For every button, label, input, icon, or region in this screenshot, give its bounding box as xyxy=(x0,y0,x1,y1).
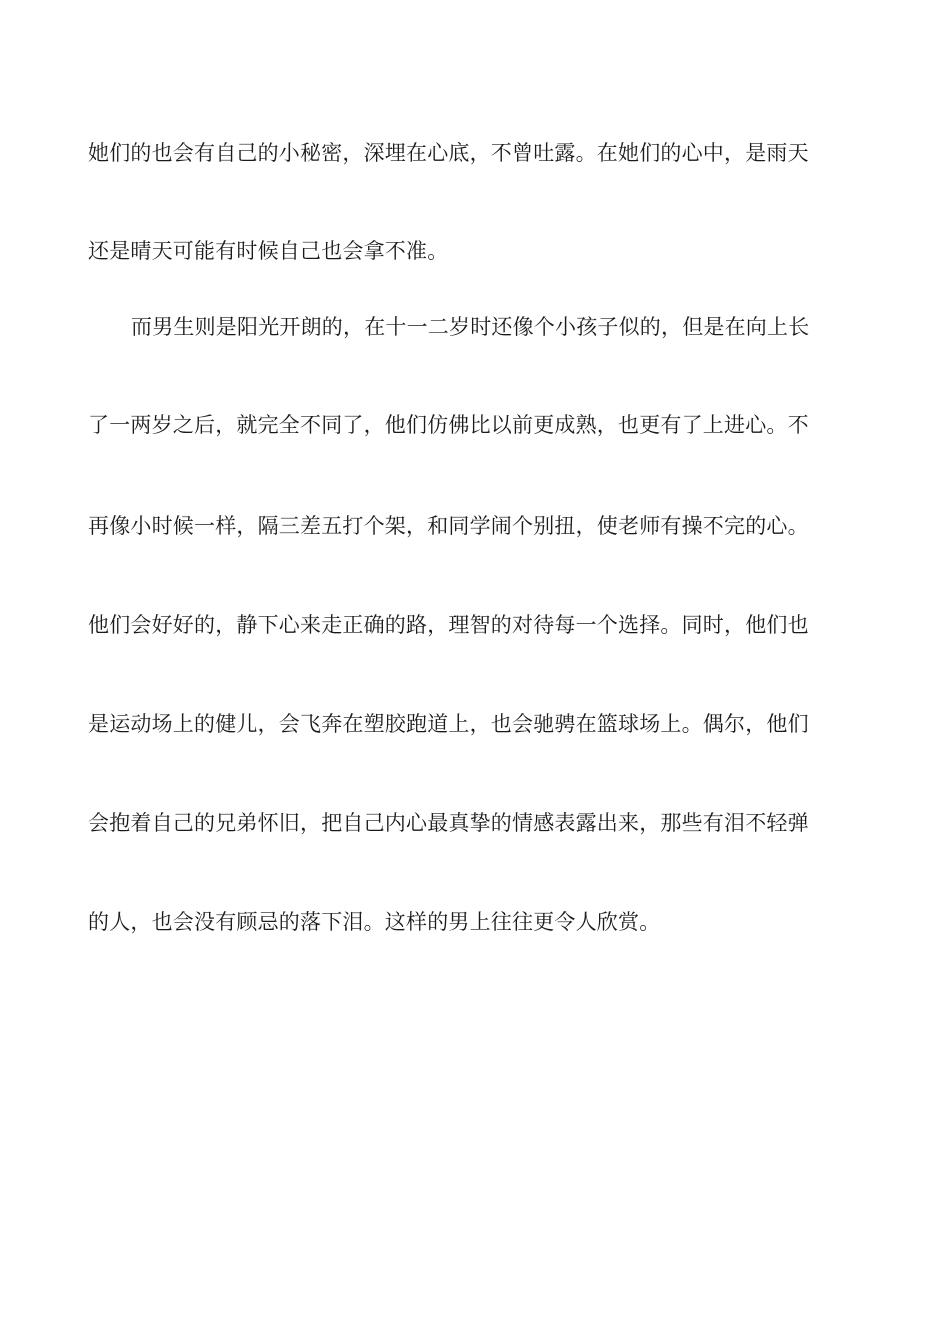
paragraph-line-9: 的人，也会没有顾忌的落下泪。这样的男上往往更令人欣赏。 xyxy=(88,910,661,934)
paragraph-line-2: 还是晴天可能有时候自己也会拿不准。 xyxy=(88,239,449,263)
paragraph-line-4: 了一两岁之后，就完全不同了，他们仿佛比以前更成熟，也更有了上进心。不 xyxy=(88,413,809,437)
paragraph-line-5: 再像小时候一样，隔三差五打个架，和同学闹个别扭，使老师有操不完的心。 xyxy=(88,514,809,538)
paragraph-line-3: 而男生则是阳光开朗的，在十一二岁时还像个小孩子似的，但是在向上长 xyxy=(131,315,810,339)
paragraph-line-7: 是运动场上的健儿，会飞奔在塑胶跑道上，也会驰骋在篮球场上。偶尔，他们 xyxy=(88,712,809,736)
paragraph-line-8: 会抱着自己的兄弟怀旧，把自己内心最真挚的情感表露出来，那些有泪不轻弹 xyxy=(88,811,809,835)
paragraph-line-6: 他们会好好的，静下心来走正确的路，理智的对待每一个选择。同时，他们也 xyxy=(88,613,809,637)
paragraph-line-1: 她们的也会有自己的小秘密，深埋在心底，不曾吐露。在她们的心中，是雨天 xyxy=(88,141,809,165)
